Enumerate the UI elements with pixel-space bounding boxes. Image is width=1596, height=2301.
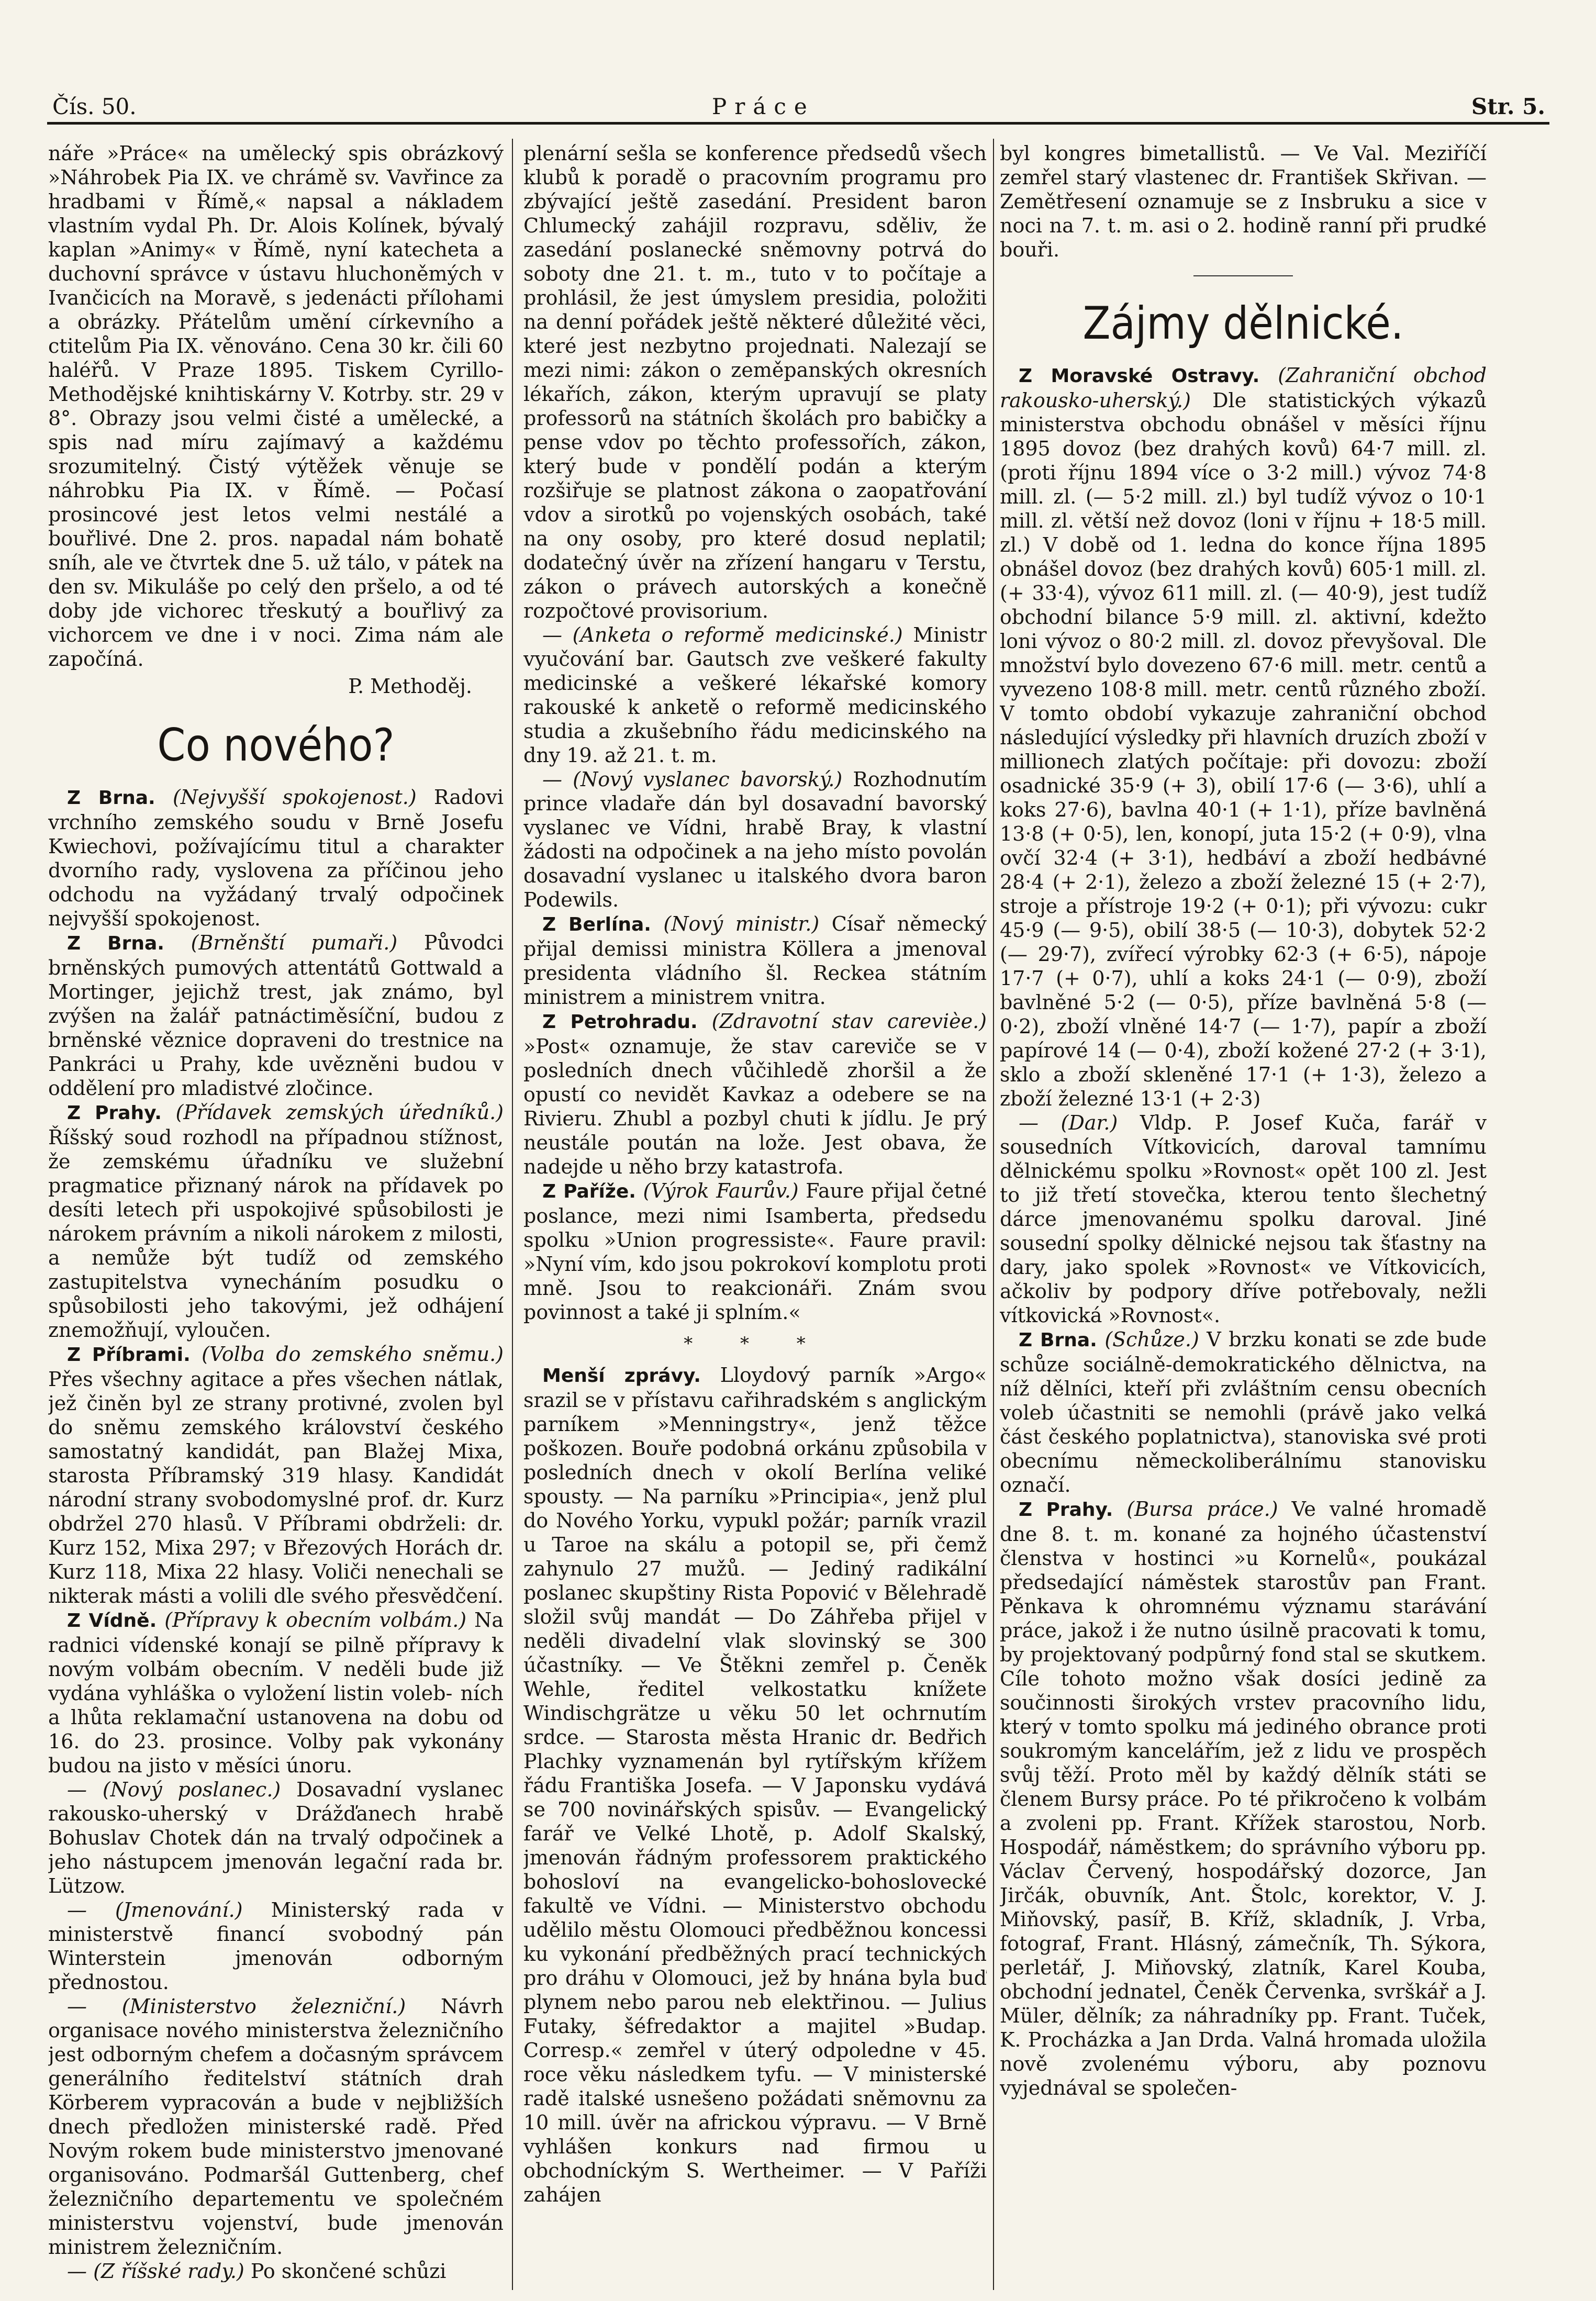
news-item [48, 2259, 504, 2282]
news-text: Ministerský rada v ministerstvě financí svobodný pán Winterstein jmenován odborným přednostou. [48, 1898, 504, 1994]
news-topic: — (Ministerstvo železniční.) [67, 1995, 406, 2018]
news-item [523, 1363, 987, 2207]
news-topic: (Výrok Faurův.) [643, 1179, 799, 1202]
column-2 [523, 141, 987, 2282]
news-item [48, 1898, 504, 1994]
news-topic: — (Jmenování.) [67, 1898, 243, 1922]
news-text: Dosavadní vyslanec rakousko-uherský v Drážďanech hrabě Bohuslav Chotek dán na trvalý odpočinek a jeho nástupcem jmenován legační rada br. Lützow. [48, 1778, 504, 1897]
article-paragraph: náře »Práce« na umělecký spis obrázkový »Náhrobek Pia IX. ve chrámě sv. Vavřince za hradbami v Římě,« napsal a nákladem vlastním vydal Ph. Dr. Alois Kolínek, bývalý kaplan »Animy« v Římě, nyní katecheta a duchovní správce v ústavu hluchoněmých v Ivančicích na Moravě, s jedenácti přílohami a obrázky. Přátelům umění církevního a ctitelům Pia IX. věnováno. Cena 30 kr. čili 60 haléřů. V Praze 1895. Tiskem Cyrillo-Methodějské knihtiskárny V. Kotrby. str. 29 v 8°. Obrazy jsou velmi čisté a umělecké, a spis nad míru zajímavý a každému srozumitelný. Čistý výtěžek věnuje se náhrobku Pia IX. v Římě. — Počasí prosincové jest letos velmi nestálé a bouřlivé. Dne 2. pros. napadal nám bohatě sníh, ale ve čtvrtek dne 5. už tálo, v pátek na den sv. Mikuláše po celý den pršelo, a od té doby jde vichorec třeskutý a bouřlivý za vichorcem ve dne i v noci. Zima nám ale započíná. [48, 142, 504, 671]
news-item [48, 785, 504, 931]
news-item [48, 1994, 504, 2259]
news-text: Původci brněnských pumových attentátů Gottwald a Mortinger, jejichž trest, jak známo, byl zvýšen na žalář patnáctiměsíční, budou z brněnské věznice dopraveni do trestnice na Pankráci u Prahy, kde uvězněni budou v oddělení pro mladistvé zločince. [48, 931, 504, 1100]
section-separator-stars: * * * [684, 1333, 827, 1354]
news-item [1000, 1111, 1487, 1327]
news-item [48, 1100, 504, 1342]
news-text: Ministr vyučování bar. Gautsch zve veškeré fakulty medicinské a veškeré lékařské komory rakouské k anketě o reformě medicinského studia a zkušebního řádu medicinského na dny 19. až 21. t. m. [523, 623, 987, 767]
news-topic: — (Nový vyslanec bavorský.) [542, 768, 843, 791]
issue-number: Čís. 50. [52, 94, 137, 119]
page-header [47, 86, 1549, 125]
news-place: Z Brna. [67, 787, 155, 809]
column-divider [512, 139, 513, 2290]
column-1 [48, 141, 504, 2282]
news-topic: (Brněnští pumaři.) [191, 931, 398, 954]
divider [1193, 275, 1293, 276]
news-topic: (Bursa práce.) [1126, 1498, 1278, 1521]
news-place: Z Moravské Ostravy. [1019, 365, 1260, 387]
news-place: Z Brna. [1019, 1330, 1097, 1351]
news-text: Po skončené schůzi [250, 2260, 447, 2282]
news-item [48, 931, 504, 1100]
news-item [523, 912, 987, 1009]
news-topic: (Volba do zemského sněmu.) [202, 1343, 504, 1366]
news-place: Z Brna. [67, 933, 164, 954]
news-item [48, 1342, 504, 1608]
news-text: Radovi vrchního zemského soudu v Brně Josefu Kwiechovi, požívajícímu titul a charakter dvorního rady, vyslovena za příčinou jeho odchodu na vyžádaný trvalý odpočinek nejvyšší spokojenost. [48, 786, 504, 930]
news-topic: (Zdravotní stav carevièe.) [711, 1010, 987, 1033]
newspaper-title: Práce [712, 94, 815, 119]
news-place: Z Prahy. [1019, 1499, 1113, 1521]
news-text: Rozhodnutím prince vladaře dán byl dosavadní bavorský vyslanec ve Vídni, hrabě Bray, k vlastní žádosti na odpočinek a na jeho místo povolán dosavadní vyslanec u italského dvora baron Podewils. [523, 768, 987, 911]
news-place: Z Berlína. [542, 914, 651, 935]
news-text: Ve valné hromadě dne 8. t. m. konané za hojného účastenství členstva v hostinci »u Kornelů«, poukázal předsedající náměstek starostův pan Frant. Pěnkava k ohromnému významu starávání práce, jakož i že nutno úsilně pracovati k tomu, by projektovaný podpůrný fond stal se skutkem. Cíle tohoto možno však dosíci jedině za součinnosti širokých vrstev pracovního lidu, který v tomto spolku má jediného obrance proti soukromým kancelářím, jež z lidu ve prospěch svůj těží. Proto měl by každý dělník státi se členem Bursy práce. Po té přikročeno k volbám a zvoleni pp. Frant. Křížek starostou, Norb. Hospodář, náměstkem; do správního výboru pp. Václav Červený, hospodářský dozorce, Jan Jirčák, obuvník, Ant. Štolc, korektor, V. J. Miňovský, pasíř, B. Kříž, skladník, J. Vrba, fotograf, Frant. Hlásný, zámečník, Th. Sýkora, perletář, J. Miňovský, zlatník, Karel Kouba, obchodní jednatel, Čeněk Červenka, svrškář a J. Müler, dělník; za náhradníky pp. Frant. Tuček, K. Procházka a Jan Drda. Valná hromada uložila nově zvolenému výboru, aby poznovu vyjednával se společen- [1000, 1498, 1487, 2099]
news-text: Lloydový parník »Argo« srazil se v přístavu cařihradském s anglickým parníkem »Menningstry«, jenž těžce poškozen. Bouře podobná orkánu způsobila v posledních dnech v okolí Berlína veliké spousty. — Na parníku »Principia«, jenž plul do Nového Yorku, vypukl požár; parník vrazil u Taroe na skálu a potopil se, při čemž zahynulo 27 mužů. — Jediný radikální poslanec skupštiny Rista Popović v Bělehradě složil svůj mandát — Do Záhřeba přijel v neděli divadelní vlak slovinský se 300 účastníky. — Ve Štěkni zemřel p. Čeněk Wehle, ředitel velkostatku knížete Windischgrätze u věku 50 let ochrnutím srdce. — Starosta města Hranic dr. Bedřich Plachky vyznamenán byl rytířským křížem řádu Františka Josefa. — V Japonsku vydává se 700 novinářských spisův. — Evangelický farář ve Velké Lhotě, p. Adolf Skalský, jmenován řádným professorem praktického bohosloví na evangelicko-bohoslovecké fakultě ve Vídni. — Ministerstvo obchodu udělilo městu Olomouci předběžnou koncessi ku vykonání předběžných prací technických pro dráhu v Olomouci, jež by hnána byla buď plynem nebo parou neb elektřinou. — Julius Futaky, šéfredaktor a majitel »Budap. Corresp.« zemřel v úterý odpoledne v 45. roce věku následkem tyfu. — V ministerské radě italské usnešeno požádati sněmovnu za 10 mill. úvěr na africkou výpravu. — V Brně vyhlášen konkurs nad firmou u obchodníckým S. Wertheimer. — V Paříži zahájen [523, 1364, 987, 2206]
news-text: Na radnici vídenské konají se pilně přípravy k novým volbám obecním. V neděli bude již vydána vyhláška o vyložení listin voleb- ních a lhůta reklamační ustanovena na dobu od 16. do 23. prosince. Volby pak vykonány budou na jisto v měsíci únoru. [48, 1609, 504, 1777]
article-paragraph: byl kongres bimetallistů. — Ve Val. Meziříčí zemřel starý vlastenec dr. František Skřivan. — Zemětřesení oznamuje se z Insbruku a sice v noci na 7. t. m. asi o 2. hodině ranní při prudké bouři. [1000, 142, 1487, 261]
section-title-news: Co nového? [157, 719, 395, 772]
column-divider [993, 139, 994, 2290]
news-item [523, 623, 987, 767]
news-item [48, 1608, 504, 1778]
news-place: Z Vídně. [67, 1610, 157, 1632]
news-place: Z Paříže. [542, 1181, 636, 1202]
news-place: Z Příbrami. [67, 1344, 191, 1366]
signature: P. Methoděj. [348, 675, 472, 698]
news-topic: (Nejvyšší spokojenost.) [173, 786, 417, 809]
news-topic: (Nový ministr.) [663, 912, 820, 935]
article-paragraph: plenární sešla se konference předsedů všech klubů k poradě o pracovním programu pro zbývající ještě zasedání. President baron Chlumecký zahájil rozpravu, sděliv, že zasedání poslanecké sněmovny potrvá do soboty dne 21. t. m., tuto v to počítaje a prohlásil, že jest úmyslem presidia, položiti na denní pořádek ještě některé důležité věci, které jest nezbytno projednati. Nalezají se mezi nimi: zákon o zeměpanských okresních lékařích, zákon, kterým upravují se platy professorů na státních školách pro babičky a pense vdov po těchto professořích, zákon, který bude v pondělí podán a kterým rozšiřuje se platnost zákona o zaopatřování vdov a sirotků po vojenských osobách, také na ony osoby, pro které dosud neplatil; dodatečný úvěr na zřízení hangaru v Terstu, zákon o právech autorských a konečně rozpočtové provisorium. [523, 142, 987, 622]
news-text: Dle statistických výkazů ministerstva obchodu obnášel v měsíci říjnu 1895 dovoz (bez drahých kovů) 64·7 mill. zl. (proti říjnu 1894 více o 3·2 mill.) vývoz 74·8 mill. zl. (— 5·2 mill. zl.) byl tudíž vývoz o 10·1 mill. zl. větší než dovoz (loni v říjnu + 18·5 mill. zl.) V době od 1. ledna do konce října 1895 obnášel dovoz (bez drahých kovů) 605·1 mill. zl. (+ 33·4), vývoz 611 mill. zl. (— 40·9), jest tudíž obchodní bilance 5·9 mill. zl. aktivní, kdežto loni vývoz o 80·2 mill. zl. dovoz převyšoval. Dle množství bylo dovezeno 67·6 mill. metr. centů a vyvezeno 108·8 mill. metr. centů různého zboží. V tomto období vykazuje zahraniční obchod následující výsledky při hlavních druzích zboží v millionech zlatých počítaje: při dovozu: zboží osadnické 35·9 (+ 3), obilí 17·6 (— 3·6), uhlí a koks 27·6), bavlna 40·1 (+ 1·1), příze bavlněná 13·8 (+ 0·5), len, konopí, juta 15·2 (+ 0·9), vlna ovčí 32·4 (+ 3·1), hedbáví a zboží hedbávné 28·4 (+ 2·1), železo a zboží železné 15 (+ 2·7), stroje a přístroje 19·2 (+ 0·1); při vývozu: cukr 45·9 (— 9·5), obilí 38·5 (— 10·3), dobytek 52·2 (— 29·7), zvířecí výrobky 62·3 (+ 6·5), nápoje 17·7 (+ 0·7), uhlí a koks 24·1 (— 0·9), zboží bavlněné 5·2 (— 0·5), příze bavlněná 5·8 (— 0·2), zboží vlněné 14·7 (— 1·7), papír a zboží papírové 14 (— 0·4), zboží kožené 27·2 (+ 3·1), sklo a zboží skleněné 17·1 (+ 1·3), železo a zboží železné 13·1 (+ 2·3) [1000, 389, 1487, 1110]
news-text: Přes všechny agitace a přes všechen nátlak, jež činěn byl ze strany protivné, zvolen byl do sněmu zemského království českého samostatný kandidát, pan Blažej Mixa, starosta Příbramský 319 hlasy. Kandidát národní strany svobodomyslné prof. dr. Kurz obdržel 270 hlasů. V Příbrami obdrželi: dr. Kurz 152, Mixa 297; v Březových Horách dr. Kurz 118, Mixa 22 hlasy. Voliči nenechali se nikterak másti a volili dle svého přesvědčení. [48, 1368, 504, 1607]
news-text: Říšský soud rozhodl na případnou stížnost, že zemskému úřadníku ve služební pragmatice přiznaný nárok na přídavek po desíti letech při uspokojivé spůsobilosti je nárokem právním a nikoli nárokem z milosti, a nemůže být tudíž od zemského zastupitelstva vynecháním posudku o spůsobilosti jeho takovými, jež odhájení znemožňují, vyloučen. [48, 1126, 504, 1342]
section-title-labour: Zájmy dělnické. [1082, 297, 1404, 350]
news-item [1000, 363, 1487, 1111]
news-item [523, 767, 987, 912]
news-topic: (Přídavek zemských úředníků.) [175, 1101, 504, 1124]
news-topic: — (Z říšské rady.) [67, 2260, 244, 2282]
news-topic: — (Anketa o reformě medicinské.) [542, 623, 903, 646]
news-text: Návrh organisace nového ministerstva železničního jest odborným chefem a dočasným správcem generálního ředitelství státních drah Körberem vypracován a bude v nejbližších dnech předložen ministerské radě. Před Novým rokem bude ministerstvo jmenované organisováno. Podmaršál Guttenberg, chef železničního departementu ve společném ministerstvu vojenství, bude jmenován ministrem železničním. [48, 1995, 504, 2259]
news-item [523, 1009, 987, 1179]
news-item [1000, 1327, 1487, 1497]
news-text: Faure přijal četné poslance, mezi nimi Isamberta, předsedu spolku »Union progressiste«. Faure pravil: »Nyní vím, kdo jsou pokrokoví komplotu proti mně. Jsou to reakcionáři. Znám svou povinnost a také ji splním.« [523, 1179, 987, 1324]
news-topic: (Zahraniční obchod rakousko-uherský.) [1000, 364, 1487, 412]
news-topic: (Přípravy k obecním volbám.) [164, 1609, 467, 1632]
news-text: Vldp. P. Josef Kuča, farář v sousedních Vítkovicích, daroval tamnímu dělnickému spolku »Rovnost« opět 100 zl. Jest to již třetí stovečka, kterou tento šlechetný dárce jmenovanému spolku daroval. Jiné sousední spolky dělnické nejsou tak šťastny na dary, jako spolek »Rovnost« ve Vítkovicích, ačkoliv by podpory dříve potřebovaly, nežli vítkovická »Rovnost«. [1000, 1111, 1487, 1327]
news-text: V brzku konati se zde bude schůze sociálně-demokratického dělnictva, na níž dělníci, kteří při zvláštním censu obecních voleb účastniti se nemohli (právě jako velká část českého poplatnictva), stanoviska své proti obecnímu německoliberálnímu stanovisku označí. [1000, 1328, 1487, 1496]
news-item [48, 1778, 504, 1898]
column-3 [1000, 141, 1487, 2282]
news-item [523, 1179, 987, 1324]
page-number: Str. 5. [1471, 94, 1545, 119]
news-topic: — (Nový poslanec.) [67, 1778, 281, 1801]
news-text: Císař německý přijal demissi ministra Köllera a jmenoval presidenta vládního šl. Reckea státním ministrem a ministrem vnitra. [523, 912, 987, 1009]
news-place: Z Prahy. [67, 1102, 162, 1124]
news-topic: — (Dar.) [1019, 1111, 1118, 1134]
news-topic: (Schůze.) [1104, 1328, 1199, 1351]
news-text: »Post« oznamuje, že stav careviče se v posledních dnech vůčihledě zhoršil a že opustí co nevidět Kavkaz a odebere se na Rivieru. Zhubl a pozbyl chuti k jídlu. Je prý neustále poután na lože. Jest obava, že nadejde u něho brzy katastrofa. [523, 1035, 987, 1178]
news-place: Z Petrohradu. [542, 1011, 698, 1033]
news-place: Menší zprávy. [542, 1365, 701, 1387]
news-item [1000, 1497, 1487, 2100]
